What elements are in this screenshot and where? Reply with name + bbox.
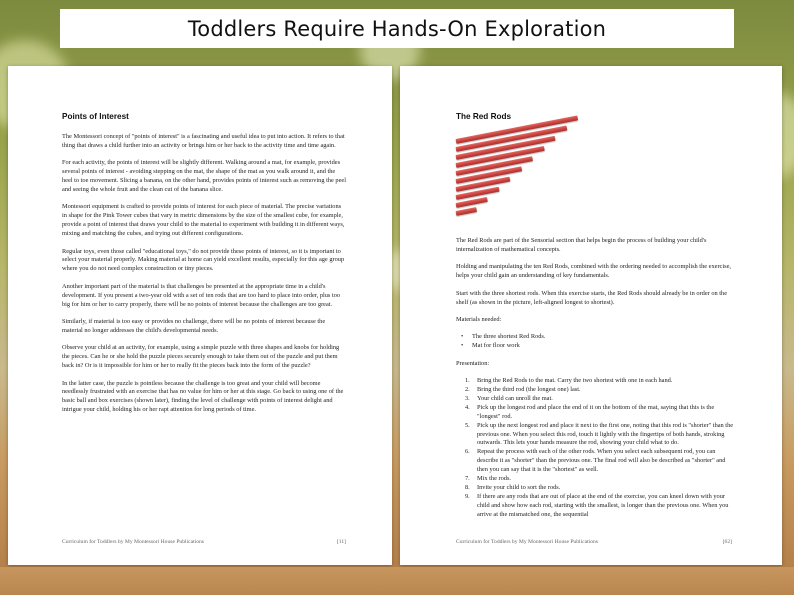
banner-title: Toddlers Require Hands-On Exploration: [187, 16, 607, 41]
left-page: [8, 66, 392, 565]
right-paragraph: Start with the three shortest rods. When this exercise starts, the Red Rods should already be in order on the shelf (as shown in the picture, left-aligned longest to shortest).: [456, 289, 728, 306]
step-text: Invite your child to sort the rods.: [477, 483, 561, 491]
list-item: [456, 395, 734, 404]
list-item: [456, 448, 734, 475]
list-item: [456, 484, 734, 493]
left-paragraph: Montessori equipment is crafted to provide points of interest for each piece of material. The precise variations in shape for the Pink Tower cubes that vary in metric dimensions by the size of the smallest cube, for example, provide a point of interest that draws your child to the material to experiment with building it in different ways, mixing and matching the cubes, and trying out different configurations.: [62, 203, 345, 238]
left-paragraph: Observe your child at an activity, for example, using a simple puzzle with three shapes and knobs for holding the pieces. Can he or she hold the puzzle pieces securely enough to take them out of the puzzle and put them back in? Or is it impossible for him or her to really fit the pieces back into the form of the puzzle?: [62, 344, 340, 370]
left-paragraph: For each activity, the points of interest will be slightly different. Walking around a mat, for example, provides several points of interest - avoiding stepping on the mat, the shape of the mat as you walk around it, and the heel to toe movement. Slicing a banana, on the other hand, provides points of interest such as removing the peel and seeing the whole fruit and the clean cut of the banana slice.: [62, 159, 346, 194]
left-paragraph: Regular toys, even those called "educational toys," do not provide these points of interest, so it is important to select your material properly. Making material at home can yield excellent results, especially for this age group where you do not need complex construction or tiny pieces.: [62, 247, 345, 273]
left-page-heading: Points of Interest: [62, 112, 129, 121]
step-number: 3.: [465, 394, 470, 402]
page-number: [11]: [336, 539, 346, 545]
step-text: Mix the rods.: [477, 475, 512, 483]
step-number: 7.: [465, 475, 470, 483]
step-text: If there are any rods that are out of place at the end of the exercise, you can kneel down with your child and show how each rod, starting with the smallest, is longer than the previous one. When you arrive at the mismatched one, the sequential: [477, 492, 729, 518]
title-banner: [60, 9, 734, 48]
list-item: [456, 377, 734, 386]
presentation-steps: [456, 377, 734, 520]
left-page-footer: [62, 539, 346, 545]
page-number: [62]: [722, 539, 732, 545]
step-text: Pick up the next longest rod and place it next to the first one, noting that this rod is "shorter" than the previous one. When you select this rod, touch it lightly with the fingertips of both hands, stroking outwards. This lets your hands measure the rod, showing your child what to do.: [477, 421, 734, 447]
right-page-footer: [456, 539, 732, 545]
right-paragraph: Holding and manipulating the ten Red Rods, combined with the ordering needed to accomplish the exercise, helps your child gain an understanding of key fundamentals.: [456, 263, 732, 280]
red-rod: [456, 207, 477, 216]
materials-list: [456, 333, 734, 351]
step-number: 6.: [465, 448, 470, 456]
step-number: 5.: [465, 421, 470, 429]
step-text: Pick up the longest rod and place the end of it on the bottom of the mat, saying that this is the "longest" rod.: [477, 403, 715, 420]
step-number: 9.: [465, 492, 470, 500]
step-number: 8.: [465, 483, 470, 491]
left-paragraph: Similarly, if material is too easy or provides no challenge, there will be no points of interest because the material no longer addresses the child's developmental needs.: [62, 318, 326, 334]
list-item: [456, 386, 734, 395]
list-item: [456, 475, 734, 484]
footer-publisher: Curriculum for Toddlers by My Montessori House Publications: [62, 539, 204, 545]
list-item: [456, 404, 734, 422]
list-item: • Mat for floor work: [456, 342, 734, 351]
materials-label: Materials needed:: [456, 315, 502, 323]
wooden-table-edge: [0, 567, 794, 595]
step-text: Repeat the process with each of the other rods. When you select each subsequent rod, you can describe it as "shorter" than the previous one. The final rod will also be described as "shorter" and then you can say that it is the "shortest" as well.: [477, 448, 726, 474]
left-paragraph: The Montessori concept of "points of interest" is a fascinating and useful idea to put into action. It refers to that thing that draws a child further into an activity or brings him or her back to the activity time and time again.: [62, 133, 345, 149]
step-text: Bring the third rod (the longest one) last.: [477, 385, 581, 393]
step-number: 2.: [465, 385, 470, 393]
left-paragraph: In the latter case, the puzzle is pointless because the challenge is too great and your child will become needlessly frustrated with an exercise that has no value for him or her at this stage. Go back to using one of the basic ball and box exercises (shown later), finding the level of challenge with points of interest delight and intrigue your child, holding his or her rapt attention for long periods of time.: [62, 379, 344, 414]
left-page-content: [62, 112, 346, 424]
footer-publisher: Curriculum for Toddlers by My Montessori House Publications: [456, 539, 598, 545]
presentation-label: Presentation:: [456, 359, 490, 367]
list-item: [456, 493, 734, 520]
step-text: Bring the Red Rods to the mat. Carry the two shortest with one in each hand.: [477, 377, 673, 385]
list-item: • The three shortest Red Rods.: [456, 333, 734, 342]
left-paragraph: Another important part of the material is that challenges be presented at the appropriate time in a child's development. If you present a two-year old with a set of ten rods that are too hard to place into order, plus too big for him or her to carry properly, there will be no points of interest because the challenges are too great.: [62, 282, 341, 308]
step-number: 1.: [465, 377, 470, 385]
right-page-heading: The Red Rods: [456, 112, 512, 121]
right-page: [400, 66, 782, 565]
red-rods-illustration: [456, 133, 596, 225]
step-text: Your child can unroll the mat.: [477, 394, 553, 402]
right-page-content: [456, 112, 734, 528]
list-item: [456, 422, 734, 449]
right-paragraph: The Red Rods are part of the Sensorial section that helps begin the process of building your child's internalization of mathematical concepts.: [456, 237, 707, 253]
step-number: 4.: [465, 403, 470, 411]
